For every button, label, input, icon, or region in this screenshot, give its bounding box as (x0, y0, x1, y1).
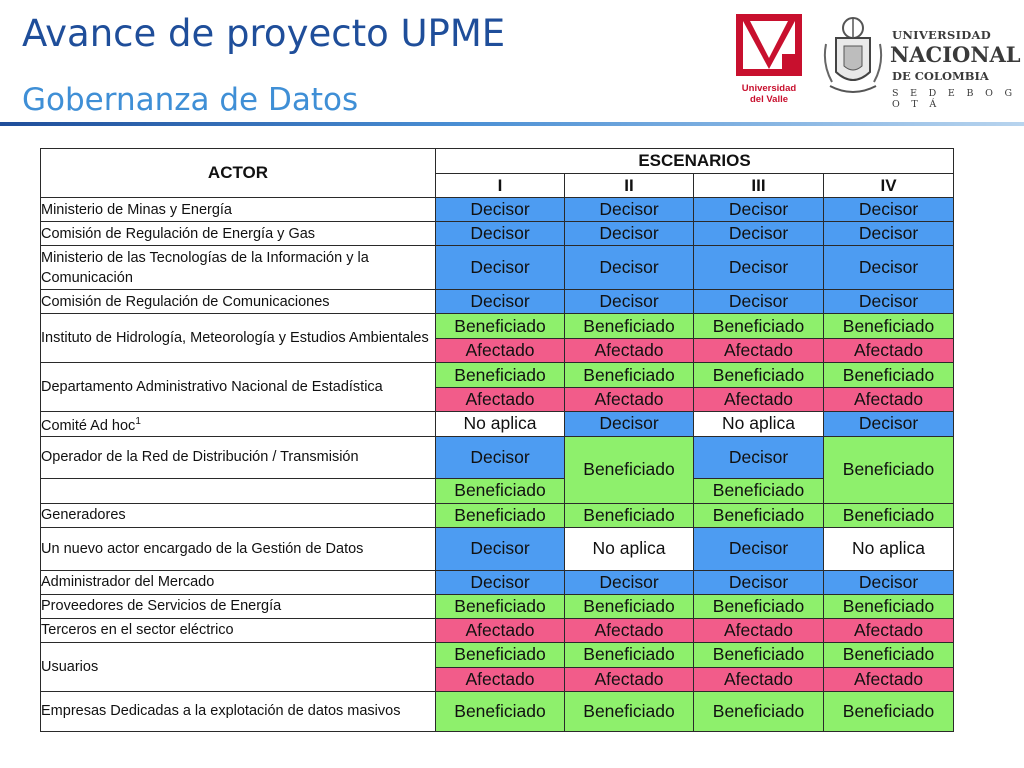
scenario-header-4: IV (824, 174, 954, 198)
actor-cell (41, 290, 436, 314)
univalle-name-line1: Universidad (741, 83, 797, 94)
role-cell: Beneficiado (565, 691, 694, 731)
role-cell: No aplica (565, 527, 694, 570)
actor-name: Ministerio de las Tecnologías de la Información y la Comunicación (41, 249, 369, 286)
footnote-marker: 1 (135, 416, 141, 427)
role-cell: Beneficiado (824, 436, 954, 503)
actor-name: Comité Ad hoc (41, 417, 136, 434)
slide-title: Avance de proyecto UPME (22, 12, 506, 55)
actor-name: Administrador del Mercado (41, 574, 215, 591)
role-cell: Afectado (694, 339, 824, 363)
actor-name: Comisión de Regulación de Comunicaciones (41, 293, 330, 310)
actor-cell (41, 503, 436, 527)
role-cell: Afectado (565, 618, 694, 642)
unal-line3: DE COLOMBIA (892, 69, 989, 83)
role-cell: Decisor (436, 570, 565, 594)
role-cell: Decisor (824, 290, 954, 314)
unal-line1: UNIVERSIDAD (892, 28, 992, 42)
role-cell: Decisor (436, 246, 565, 290)
role-cell: Beneficiado (436, 478, 565, 503)
role-cell: Beneficiado (694, 363, 824, 388)
role-cell: Beneficiado (565, 363, 694, 388)
role-cell: Decisor (824, 198, 954, 222)
role-cell: Decisor (824, 246, 954, 290)
actor-cell (41, 691, 436, 731)
role-cell: Beneficiado (436, 314, 565, 339)
role-cell: Beneficiado (436, 503, 565, 527)
role-cell: Afectado (436, 339, 565, 363)
role-cell: Afectado (694, 388, 824, 412)
actor-cell (41, 594, 436, 618)
role-cell: Decisor (565, 570, 694, 594)
actor-name: Terceros en el sector eléctrico (41, 622, 234, 639)
actor-cell: Usuarios (41, 642, 436, 691)
actor-cell: Operador de la Red de Distribución / Transmisión (41, 436, 436, 478)
role-cell: Decisor (694, 570, 824, 594)
actor-cell: Departamento Administrativo Nacional de Estadística (41, 363, 436, 412)
actor-cell (41, 527, 436, 570)
role-cell: Beneficiado (694, 478, 824, 503)
scenario-header-1: I (436, 174, 565, 198)
role-cell: Beneficiado (694, 594, 824, 618)
role-cell: Afectado (824, 339, 954, 363)
scenarios-header: ESCENARIOS (436, 149, 954, 174)
role-cell: Decisor (694, 436, 824, 478)
role-cell: Afectado (824, 388, 954, 412)
role-cell: Decisor (694, 222, 824, 246)
actor-cell (41, 412, 436, 437)
role-cell: Beneficiado (824, 314, 954, 339)
role-cell: Beneficiado (824, 503, 954, 527)
univalle-emblem-icon (736, 14, 802, 76)
role-cell: Decisor (565, 246, 694, 290)
actor-cell (41, 246, 436, 290)
role-cell: Beneficiado (824, 642, 954, 667)
actor-cell (41, 618, 436, 642)
actor-cell (41, 198, 436, 222)
role-cell: Beneficiado (436, 594, 565, 618)
actors-scenarios-table (40, 148, 954, 732)
role-cell: Decisor (694, 198, 824, 222)
role-cell: Beneficiado (565, 594, 694, 618)
role-cell: Decisor (565, 198, 694, 222)
actor-name: Un nuevo actor encargado de la Gestión de Datos (41, 540, 364, 557)
role-cell: Decisor (824, 570, 954, 594)
role-cell: Decisor (436, 527, 565, 570)
role-cell: No aplica (694, 412, 824, 437)
role-cell: Beneficiado (565, 436, 694, 503)
role-cell: Beneficiado (565, 503, 694, 527)
univalle-name-line2: del Valle (749, 94, 789, 105)
role-cell: Decisor (824, 412, 954, 437)
role-cell: No aplica (824, 527, 954, 570)
role-cell: Beneficiado (436, 363, 565, 388)
actor-cell: Instituto de Hidrología, Meteorología y Estudios Ambientales (41, 314, 436, 363)
univalle-logo (736, 14, 802, 110)
role-cell: Decisor (436, 198, 565, 222)
role-cell: Afectado (694, 618, 824, 642)
role-cell: Beneficiado (694, 642, 824, 667)
role-cell: Afectado (565, 667, 694, 691)
title-underline (0, 122, 1024, 126)
scenario-header-2: II (565, 174, 694, 198)
role-cell: Beneficiado (694, 503, 824, 527)
actor-cell-empty (41, 478, 436, 503)
actor-name: Empresas Dedicadas a la explotación de datos masivos (41, 703, 401, 720)
role-cell: Afectado (565, 339, 694, 363)
actor-cell (41, 570, 436, 594)
role-cell: Decisor (565, 290, 694, 314)
role-cell: Afectado (565, 388, 694, 412)
scenario-header-3: III (694, 174, 824, 198)
role-cell: Decisor (436, 436, 565, 478)
actor-name: Comisión de Regulación de Energía y Gas (41, 225, 316, 242)
role-cell: Beneficiado (824, 691, 954, 731)
role-cell: Afectado (824, 618, 954, 642)
slide-subtitle: Gobernanza de Datos (22, 82, 359, 118)
role-cell: Beneficiado (436, 642, 565, 667)
table-body (41, 149, 954, 732)
role-cell: Decisor (824, 222, 954, 246)
role-cell: Decisor (694, 246, 824, 290)
role-cell: Decisor (694, 527, 824, 570)
role-cell: Afectado (824, 667, 954, 691)
role-cell: Beneficiado (824, 363, 954, 388)
role-cell: Decisor (436, 222, 565, 246)
role-cell: Decisor (565, 222, 694, 246)
role-cell: Decisor (694, 290, 824, 314)
actor-cell (41, 222, 436, 246)
role-cell: No aplica (436, 412, 565, 437)
role-cell: Beneficiado (565, 642, 694, 667)
unal-line2: NACIONAL (890, 42, 1021, 67)
role-cell: Afectado (436, 618, 565, 642)
role-cell: Beneficiado (436, 691, 565, 731)
unal-line4: S E D E B O G O T Á (892, 88, 1017, 110)
role-cell: Beneficiado (824, 594, 954, 618)
unal-crest-icon (822, 14, 884, 100)
unal-logo (822, 14, 1022, 110)
role-cell: Afectado (436, 667, 565, 691)
role-cell: Beneficiado (694, 314, 824, 339)
role-cell: Beneficiado (565, 314, 694, 339)
role-cell: Afectado (436, 388, 565, 412)
role-cell: Decisor (565, 412, 694, 437)
actor-name: Proveedores de Servicios de Energía (41, 598, 282, 615)
role-cell: Beneficiado (694, 691, 824, 731)
actor-name: Ministerio de Minas y Energía (41, 201, 232, 218)
role-cell: Afectado (694, 667, 824, 691)
actor-name: Generadores (41, 507, 126, 524)
role-cell: Decisor (436, 290, 565, 314)
actor-column-header: ACTOR (41, 149, 436, 198)
